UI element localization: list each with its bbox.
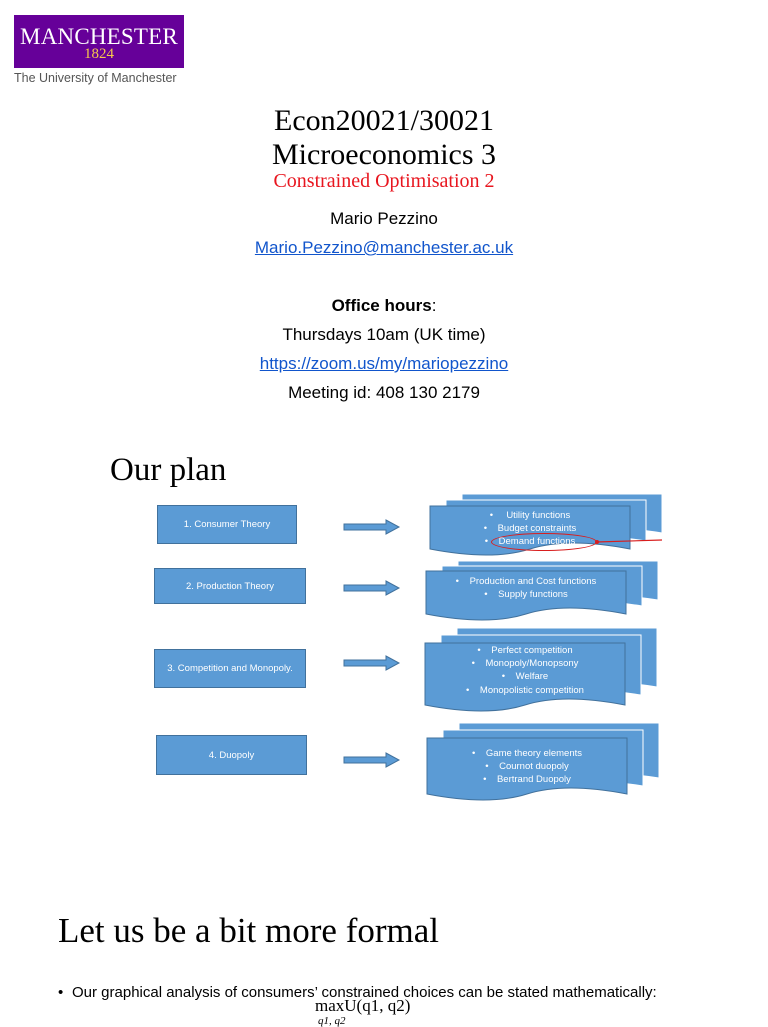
module-title: Microeconomics 3: [271, 138, 497, 171]
bullet-sentence: Our graphical analysis of consumers’ constrained choices can be stated mathematically:: [72, 984, 657, 1001]
bullet-item: • Supply functions: [484, 589, 568, 600]
bullet-item: • Utility functions: [489, 510, 571, 521]
lecture-subtitle: Constrained Optimisation 2: [273, 170, 495, 192]
office-hours-label: Office hours: [331, 296, 432, 315]
topic-label: 4. Duopoly: [208, 749, 255, 761]
bullet-item: • Budget constraints: [483, 523, 577, 534]
topic-box-consumer: [157, 505, 297, 544]
bullet-item: • Perfect competition: [477, 645, 573, 656]
bullet-item: • Cournot duopoly: [485, 761, 569, 772]
bullet-item: • Monopoly/Monopsony: [471, 658, 579, 669]
logo-name: MANCHESTER: [20, 24, 178, 49]
formal-title: Let us be a bit more formal: [58, 911, 439, 950]
topic-label: 2. Production Theory: [185, 580, 274, 592]
zoom-link[interactable]: https://zoom.us/my/mariopezzino: [259, 354, 509, 373]
office-hours-colon: :: [431, 296, 437, 315]
topic-label: 1. Consumer Theory: [183, 519, 271, 530]
max-formula-subscript: q1, q2: [318, 1015, 346, 1027]
bullet-item: • Production and Cost functions: [455, 576, 597, 587]
logo-year: 1824: [84, 46, 114, 62]
arrow-icon: [342, 580, 402, 596]
zoom-line: [0, 354, 768, 374]
topic-label: 3. Competition and Monopoly.: [167, 663, 293, 674]
arrow-icon: [342, 752, 402, 768]
bullet-item: • Monopolistic competition: [466, 685, 584, 696]
bullet-item: • Game theory elements: [472, 748, 582, 759]
arrow-icon: [342, 655, 402, 671]
author-name: Mario Pezzino: [330, 209, 438, 228]
university-logo: [14, 15, 184, 68]
meeting-id: Meeting id: 408 130 2179: [288, 383, 480, 402]
bullet-item: • Welfare: [501, 671, 549, 682]
bullet-marker: •: [58, 984, 64, 1001]
topic-box-competition: [154, 649, 306, 688]
bullet-item: • Bertrand Duopoly: [483, 774, 571, 785]
plan-title: Our plan: [110, 452, 227, 488]
max-formula: maxU(q1, q2): [315, 996, 411, 1015]
email-line: [0, 238, 768, 258]
arrow-icon: [342, 519, 402, 535]
annotation-ellipse: [491, 533, 597, 551]
annotation-pointer: [594, 536, 664, 546]
office-hours-heading: [0, 296, 768, 316]
email-link[interactable]: Mario.Pezzino@manchester.ac.uk: [254, 238, 514, 257]
bullet-item: • Demand functions: [484, 536, 576, 547]
course-code: Econ20021/30021: [274, 104, 494, 137]
topic-box-production: [154, 568, 306, 604]
topic-box-duopoly: [156, 735, 307, 775]
office-hours-time: Thursdays 10am (UK time): [282, 325, 486, 344]
university-name: The University of Manchester: [14, 71, 177, 85]
